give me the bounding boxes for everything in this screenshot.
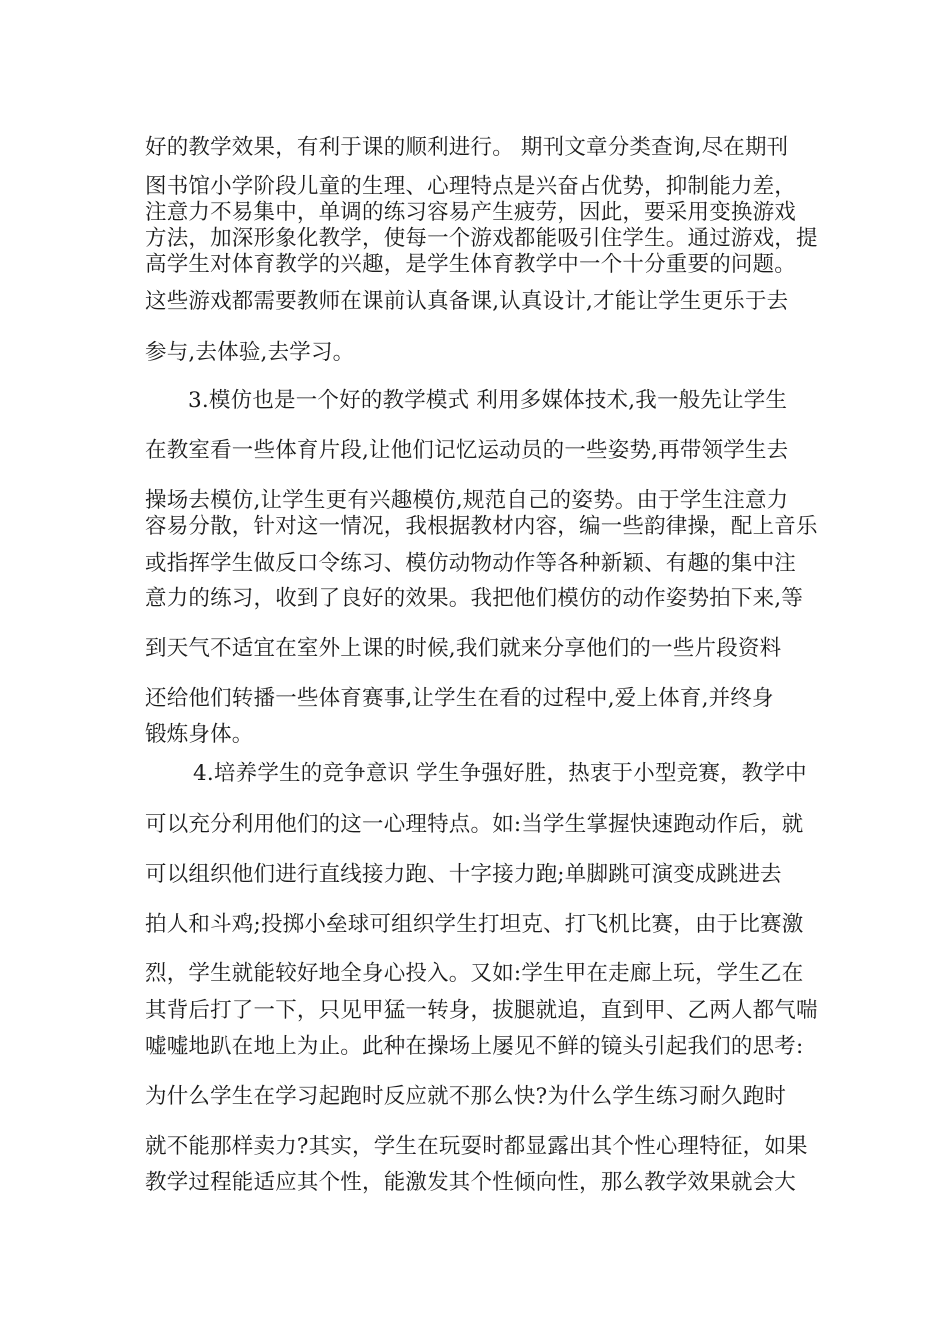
text-line: 或指挥学生做反口令练习、模仿动物动作等各种新颖、有趣的集中注 (145, 551, 797, 576)
text-line: 可以充分利用他们的这一心理特点。如:当学生掌握快速跑动作后，就 (145, 812, 804, 837)
text-line: 好的教学效果，有利于课的顺利进行。 期刊文章分类查询,尽在期刊 (145, 135, 789, 160)
text-line: 锻炼身体。 (145, 722, 254, 747)
text-line: 参与,去体验,去学习。 (145, 340, 355, 365)
text-line: 嘘嘘地趴在地上为止。此种在操场上屡见不鲜的镜头引起我们的思考: (145, 1034, 804, 1059)
text-line: 可以组织他们进行直线接力跑、十字接力跑;单脚跳可演变成跳进去 (145, 862, 782, 887)
text-line: 高学生对体育教学的兴趣，是学生体育教学中一个十分重要的问题。 (145, 252, 797, 277)
text-line: 图书馆小学阶段儿童的生理、心理特点是兴奋占优势，抑制能力差， (145, 174, 797, 199)
text-line: 到天气不适宜在室外上课的时候,我们就来分享他们的一些片段资料 (145, 636, 782, 661)
text-line: 方法，加深形象化教学，使每一个游戏都能吸引住学生。通过游戏，提 (145, 226, 818, 251)
text-line: 烈，学生就能较好地全身心投入。又如:学生甲在走廊上玩，学生乙在 (145, 961, 804, 986)
text-line: 这些游戏都需要教师在课前认真备课,认真设计,才能让学生更乐于去 (145, 289, 789, 314)
text-line: 教学过程能适应其个性，能激发其个性倾向性，那么教学效果就会大 (145, 1170, 797, 1195)
text-line: 还给他们转播一些体育赛事,让学生在看的过程中,爱上体育,并终身 (145, 686, 774, 711)
text-line: 拍人和斗鸡;投掷小垒球可组织学生打坦克、打飞机比赛，由于比赛激 (145, 912, 804, 937)
paragraph-4-heading-line: 4.培养学生的竞争意识 学生争强好胜，热衷于小型竞赛，教学中 (193, 761, 807, 786)
text-line: 其背后打了一下，只见甲猛一转身，拔腿就追，直到甲、乙两人都气喘 (145, 998, 818, 1023)
text-line: 意力的练习，收到了良好的效果。我把他们模仿的动作姿势拍下来,等 (145, 586, 804, 611)
text-line: 注意力不易集中，单调的练习容易产生疲劳，因此，要采用变换游戏 (145, 200, 797, 225)
text-line: 容易分散，针对这一情况，我根据教材内容，编一些韵律操，配上音乐 (145, 514, 818, 539)
text-line: 就不能那样卖力?其实，学生在玩耍时都显露出其个性心理特征，如果 (145, 1134, 808, 1159)
text-line: 操场去模仿,让学生更有兴趣模仿,规范自己的姿势。由于学生注意力 (145, 488, 789, 513)
paragraph-3-heading-line: 3.模仿也是一个好的教学模式 利用多媒体技术,我一般先让学生 (188, 388, 788, 413)
text-line: 在教室看一些体育片段,让他们记忆运动员的一些姿势,再带领学生去 (145, 438, 789, 463)
text-line: 为什么学生在学习起跑时反应就不那么快?为什么学生练习耐久跑时 (145, 1084, 787, 1109)
